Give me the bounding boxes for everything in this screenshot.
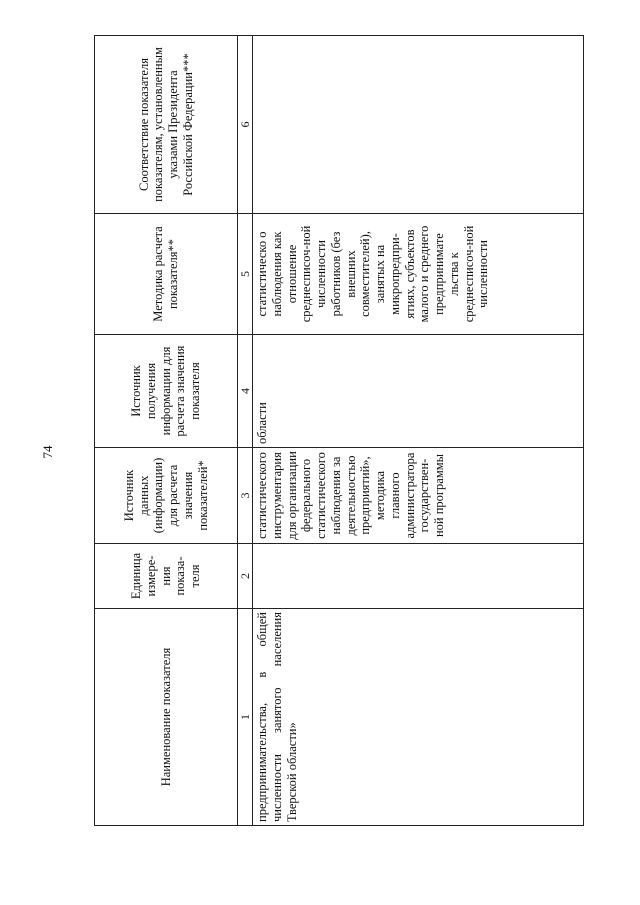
header-unit: Единица измере-ния показа-теля — [95, 544, 238, 609]
cell-info-source: области — [253, 335, 584, 448]
page-number: 74 — [40, 445, 55, 459]
column-number: 3 — [238, 448, 253, 544]
indicator-table — [94, 35, 584, 826]
header-info-source: Источник получения информации для расчета значения показателя — [95, 335, 238, 448]
header-calc-method: Методика расчета показателя** — [95, 214, 238, 335]
column-number-row — [238, 36, 253, 826]
header-row — [95, 36, 238, 826]
cell-presidential-correspondence — [253, 36, 584, 214]
header-indicator-name: Наименование показателя — [95, 609, 238, 826]
header-data-source: Источник данных (информации) для расчета значения показателей* — [95, 448, 238, 544]
column-number: 6 — [238, 36, 253, 214]
cell-calc-method: статистическо о наблюдения как отношение среднесписоч-ной численности работников (без внешних совместителей), занятых на микропредпри-ятиях, субъектов малого и среднего предпринимате льства к среднесписоч-ной численности — [253, 214, 584, 335]
table-row — [253, 36, 584, 826]
column-number: 5 — [238, 214, 253, 335]
column-number: 4 — [238, 335, 253, 448]
rotated-table-container — [94, 36, 584, 826]
cell-data-source: статистического инструментария для организации федерального статистического наблюдения за деятельностью предприятий», методика главного администратора государствен-ной программы — [253, 448, 584, 544]
column-number: 1 — [238, 609, 253, 826]
cell-indicator-name: предпринимательства, в общей численности занятого населения Тверской области» — [253, 609, 584, 826]
header-presidential-correspondence: Соответствие показателя показателям, установленным указами Президента Российской Федерации*** — [95, 36, 238, 214]
column-number: 2 — [238, 544, 253, 609]
cell-unit — [253, 544, 584, 609]
